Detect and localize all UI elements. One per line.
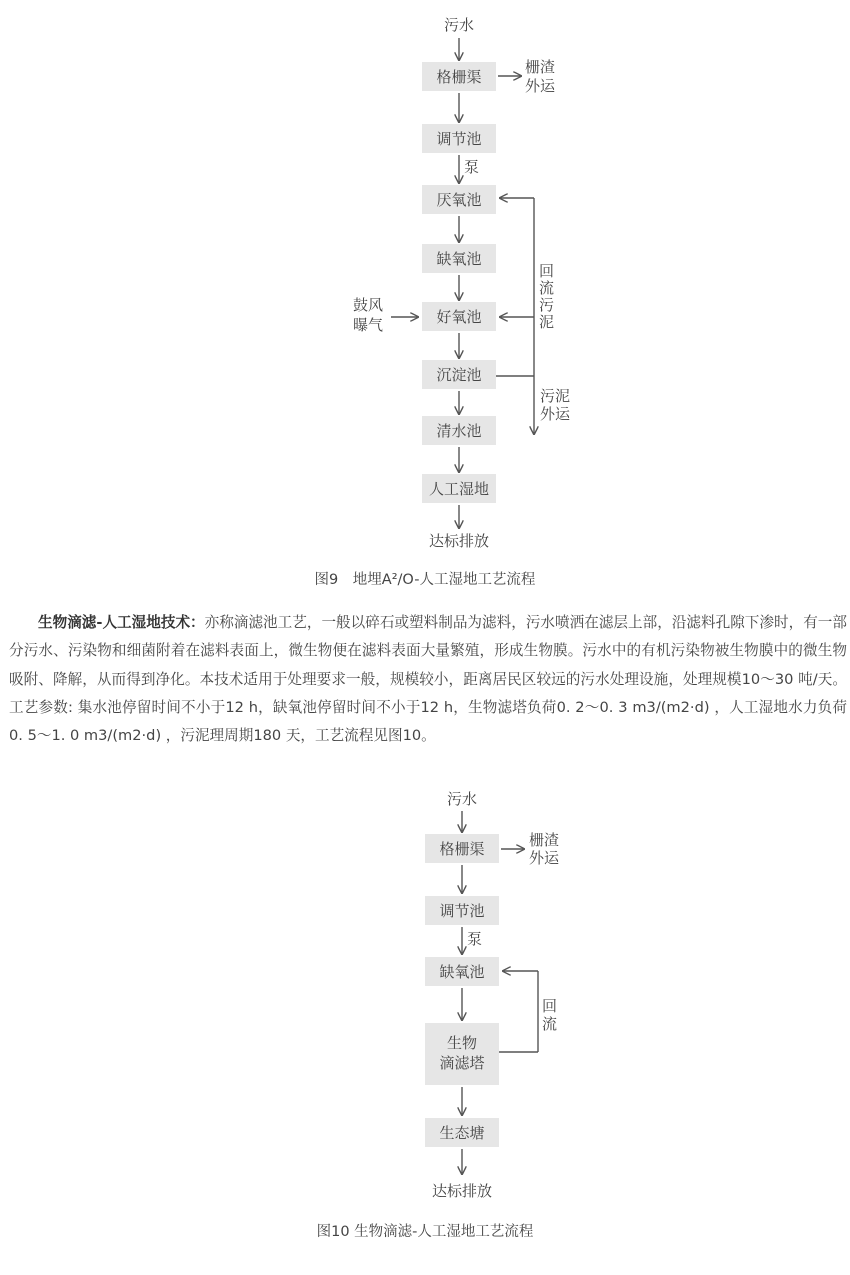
fig9-node-aerobic-tank <box>422 302 496 331</box>
fig10-grate-label-2: 外运 <box>529 849 560 867</box>
svg-text:沉淀池: 沉淀池 <box>436 366 482 384</box>
fig9-pump-label: 泵 <box>464 158 480 176</box>
fig10-node-ecological-pond <box>425 1118 499 1147</box>
svg-text:生物: 生物 <box>446 1034 478 1052</box>
svg-text:格栅渠: 格栅渠 <box>439 840 485 858</box>
fig9-input-label: 污水 <box>443 16 475 34</box>
fig9-grate-label-1: 栅渣 <box>525 58 556 76</box>
fig9-node-clear-water-tank <box>422 416 496 445</box>
fig9-output-label: 达标排放 <box>428 532 490 550</box>
fig10-node-bio-trickling-tower <box>425 1023 499 1085</box>
fig10-node-regulation-tank <box>425 896 499 925</box>
paragraph-body: 亦称滴滤池工艺，一般以碎石或塑料制品为滤料，污水喷洒在滤层上部，沿滤料孔隙下渗时，有一部分污水、污染物和细菌附着在滤料表面上，微生物便在滤料表面大量繁殖，形成生物膜。污水中的有机污染物被生物膜中的微生物吸附、降解，从而得到净化。本技术适用于处理要求一般，规模较小，距离居民区较远的污水处理设施，处理规模10～30 吨/天。工艺参数: 集水池停留时间不小于12 h，缺氧池停留时间不小于12 h，生物滤塔负荷0. 2～0. 3 m3/(m2·d) ，人工湿地水力负荷0. 5～1. 0 m3/(m2·d) ，污泥理周期180 天，工艺流程见图10。 <box>9 614 847 745</box>
fig9-aeration-label-2: 曝气 <box>353 316 384 334</box>
svg-text:缺氧池: 缺氧池 <box>436 250 482 268</box>
figure10-caption: 图10 生物滴滤-人工湿地工艺流程 <box>316 1224 534 1240</box>
svg-text:调节池: 调节池 <box>439 902 485 920</box>
fig9-node-grate-channel <box>422 62 496 91</box>
fig9-sludge-out-label-2: 外运 <box>540 405 571 423</box>
fig10-output-label: 达标排放 <box>431 1182 493 1200</box>
fig9-node-anoxic-tank <box>422 244 496 273</box>
paragraph-title: 生物滴滤-人工湿地技术： <box>38 614 205 631</box>
fig9-return-label-4: 泥 <box>539 313 555 331</box>
fig9-aeration-label-1: 鼓风 <box>353 296 384 314</box>
svg-text:生态塘: 生态塘 <box>439 1124 485 1142</box>
body-paragraph <box>9 609 847 750</box>
svg-text:缺氧池: 缺氧池 <box>439 963 485 981</box>
figure10-flowchart <box>0 780 850 1210</box>
svg-text:厌氧池: 厌氧池 <box>436 191 482 209</box>
fig10-pump-label: 泵 <box>467 930 483 948</box>
svg-text:好氧池: 好氧池 <box>436 308 482 326</box>
fig9-sludge-out-label-1: 污泥 <box>540 387 571 405</box>
fig9-return-label-1: 回 <box>539 262 555 280</box>
svg-text:滴滤塔: 滴滤塔 <box>439 1054 485 1072</box>
fig9-node-constructed-wetland <box>422 474 496 503</box>
fig9-return-label-2: 流 <box>539 279 555 297</box>
fig10-grate-label-1: 栅渣 <box>529 831 560 849</box>
fig10-return-label-1: 回 <box>542 997 558 1015</box>
fig10-return-label-2: 流 <box>542 1015 558 1033</box>
fig9-return-label-3: 污 <box>539 296 555 314</box>
svg-text:调节池: 调节池 <box>436 130 482 148</box>
figure9-flowchart <box>0 0 850 570</box>
figure9-caption: 图9 地埋A²/O-人工湿地工艺流程 <box>314 572 536 588</box>
fig9-node-regulation-tank <box>422 124 496 153</box>
fig9-node-sedimentation-tank <box>422 360 496 389</box>
svg-text:人工湿地: 人工湿地 <box>428 480 490 498</box>
fig10-node-grate-channel <box>425 834 499 863</box>
svg-text:格栅渠: 格栅渠 <box>436 68 482 86</box>
fig10-input-label: 污水 <box>446 790 478 808</box>
fig10-node-anoxic-tank <box>425 957 499 986</box>
fig9-node-anaerobic-tank <box>422 185 496 214</box>
svg-text:清水池: 清水池 <box>436 422 482 440</box>
fig9-grate-label-2: 外运 <box>525 77 556 95</box>
